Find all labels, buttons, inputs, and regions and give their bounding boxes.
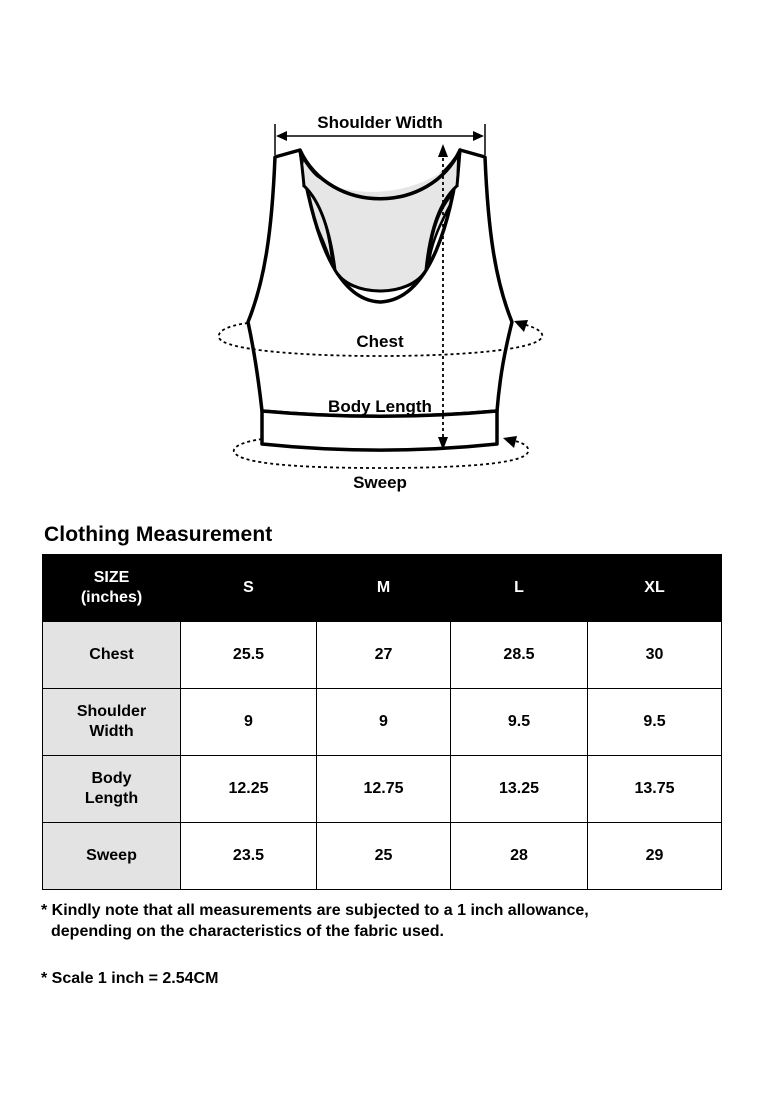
cell-sweep-l: 28 <box>451 823 588 890</box>
shoulder-width-label: Shoulder Width <box>317 113 443 132</box>
cell-chest-xl: 30 <box>588 622 722 689</box>
section-title: Clothing Measurement <box>44 523 273 546</box>
size-xl-header: XL <box>588 555 722 622</box>
cell-sweep-s: 23.5 <box>181 823 317 890</box>
arrowhead-top <box>438 144 448 157</box>
scale-note: * Scale 1 inch = 2.54CM <box>41 970 219 987</box>
allowance-note: * Kindly note that all measurements are subjected to a 1 inch allowance, depending on the characteristics of the fabric used. <box>41 902 589 940</box>
cell-shoulder-xl: 9.5 <box>588 689 722 756</box>
size-s-header: S <box>181 555 317 622</box>
table-row-sweep <box>43 823 722 890</box>
table-header <box>43 555 722 622</box>
cell-shoulder-m: 9 <box>317 689 451 756</box>
cell-length-m: 12.75 <box>317 756 451 823</box>
cell-chest-l: 28.5 <box>451 622 588 689</box>
cell-chest-m: 27 <box>317 622 451 689</box>
sweep-arrowhead <box>503 436 517 448</box>
cell-length-s: 12.25 <box>181 756 317 823</box>
arrowhead-left <box>276 131 287 141</box>
table-body <box>43 622 722 890</box>
size-unit-header: SIZE (inches) <box>43 555 181 622</box>
cell-shoulder-s: 9 <box>181 689 317 756</box>
chest-label: Chest <box>356 332 404 351</box>
arrowhead-right <box>473 131 484 141</box>
sweep-label: Sweep <box>353 473 407 492</box>
cell-sweep-m: 25 <box>317 823 451 890</box>
garment-diagram <box>0 0 762 510</box>
table-row-shoulder-width <box>43 689 722 756</box>
row-label-body-length: Body Length <box>43 756 181 823</box>
table-row-chest <box>43 622 722 689</box>
chest-arrowhead <box>514 320 528 332</box>
size-m-header: M <box>317 555 451 622</box>
header-row <box>43 555 722 622</box>
cell-sweep-xl: 29 <box>588 823 722 890</box>
cell-length-l: 13.25 <box>451 756 588 823</box>
row-label-sweep: Sweep <box>43 823 181 890</box>
cell-shoulder-l: 9.5 <box>451 689 588 756</box>
size-l-header: L <box>451 555 588 622</box>
table-row-body-length <box>43 756 722 823</box>
sports-bra-illustration <box>0 0 762 510</box>
underband <box>262 411 497 450</box>
size-chart-table <box>42 554 722 890</box>
cell-length-xl: 13.75 <box>588 756 722 823</box>
row-label-shoulder-width: Shoulder Width <box>43 689 181 756</box>
body-length-label: Body Length <box>328 397 432 416</box>
row-label-chest: Chest <box>43 622 181 689</box>
cell-chest-s: 25.5 <box>181 622 317 689</box>
